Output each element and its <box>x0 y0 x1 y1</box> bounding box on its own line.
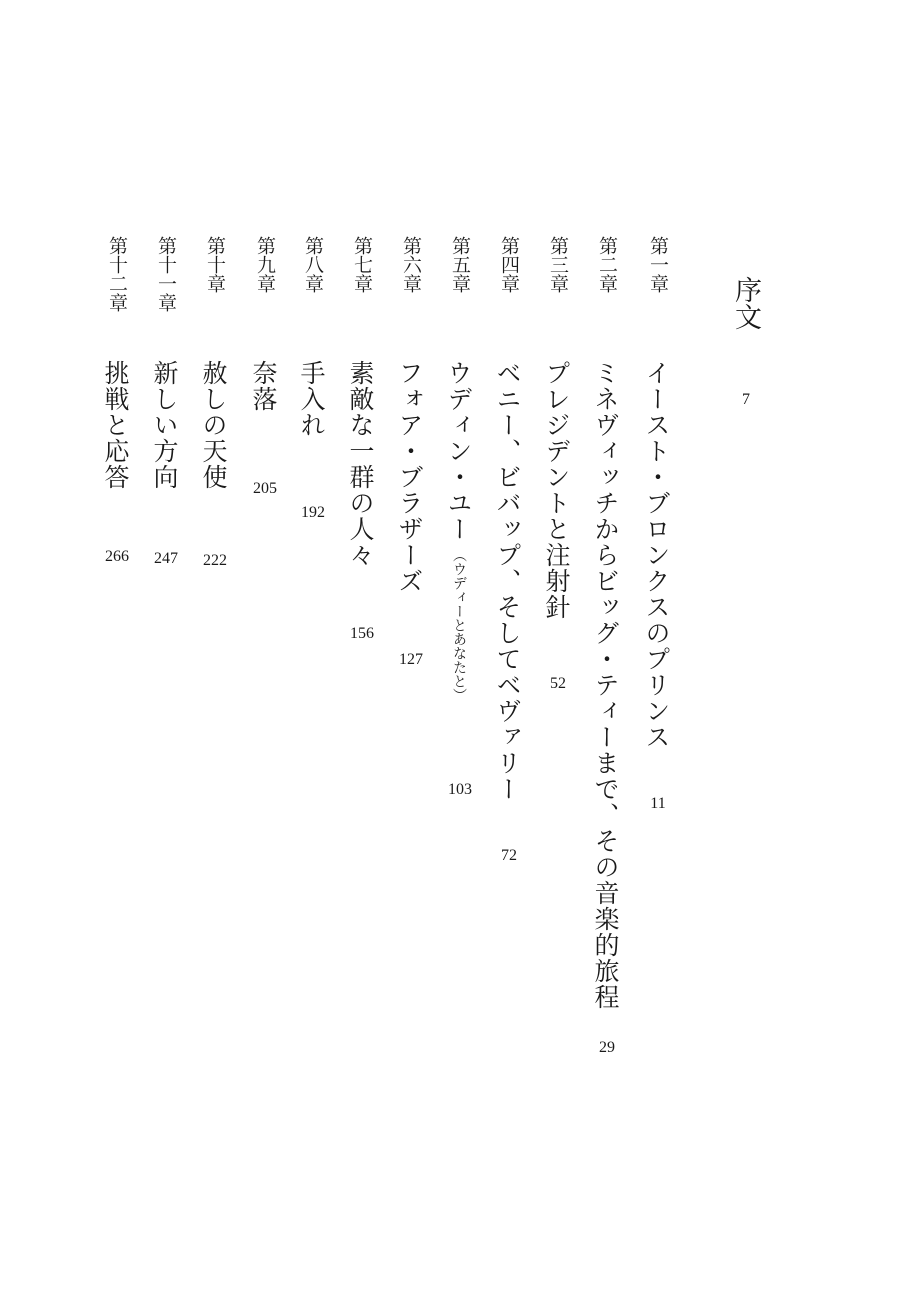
chapter-page-number: 266 <box>105 548 129 565</box>
chapter-page-number: 103 <box>448 781 472 798</box>
chapter-label: 第四章 <box>498 236 520 293</box>
chapter-title: 新しい方向 <box>150 360 179 490</box>
chapter-subtitle: （ウディーとあなたと） <box>451 548 467 702</box>
preface-title: 序文 <box>730 276 761 330</box>
chapter-page-number: 72 <box>501 847 517 864</box>
chapter-title: 挑戦と応答 <box>101 360 130 490</box>
chapter-label: 第八章 <box>302 236 324 293</box>
chapter-label: 第七章 <box>351 236 373 293</box>
chapter-title: イースト・ブロンクスのプリンス <box>642 360 671 750</box>
chapter-label: 第十二章 <box>106 236 128 312</box>
chapter-label: 第五章 <box>449 236 471 293</box>
chapter-title: ミネヴィッチからビッグ・ティーまで、その音楽的旅程 <box>591 360 620 1010</box>
chapter-title: ウディン・ユー <box>444 360 473 542</box>
chapter-label: 第十章 <box>204 236 226 293</box>
chapter-page-number: 192 <box>301 504 325 521</box>
chapter-page-number: 222 <box>203 552 227 569</box>
chapter-title: 手入れ <box>297 360 326 438</box>
chapter-label: 第九章 <box>254 236 276 293</box>
chapter-title: フォア・ブラザーズ <box>395 360 424 594</box>
chapter-title: ベニー、ビバップ、そしてベヴァリー <box>493 360 522 802</box>
chapter-page-number: 29 <box>599 1039 615 1056</box>
chapter-label: 第六章 <box>400 236 422 293</box>
chapter-title: プレジデントと注射針 <box>542 360 571 620</box>
chapter-title: 赦しの天使 <box>199 360 228 490</box>
chapter-page-number: 205 <box>253 480 277 497</box>
chapter-label: 第三章 <box>547 236 569 293</box>
chapter-page-number: 11 <box>650 795 666 812</box>
chapter-label: 第一章 <box>647 236 669 293</box>
chapter-title: 奈落 <box>249 360 278 412</box>
chapter-label: 第十一章 <box>155 236 177 312</box>
chapter-page-number: 247 <box>154 550 178 567</box>
preface-page-number: 7 <box>742 391 750 408</box>
chapter-page-number: 52 <box>550 675 566 692</box>
chapter-title: 素敵な一群の人々 <box>346 360 375 568</box>
chapter-page-number: 156 <box>350 625 374 642</box>
chapter-page-number: 127 <box>399 651 423 668</box>
chapter-label: 第二章 <box>596 236 618 293</box>
